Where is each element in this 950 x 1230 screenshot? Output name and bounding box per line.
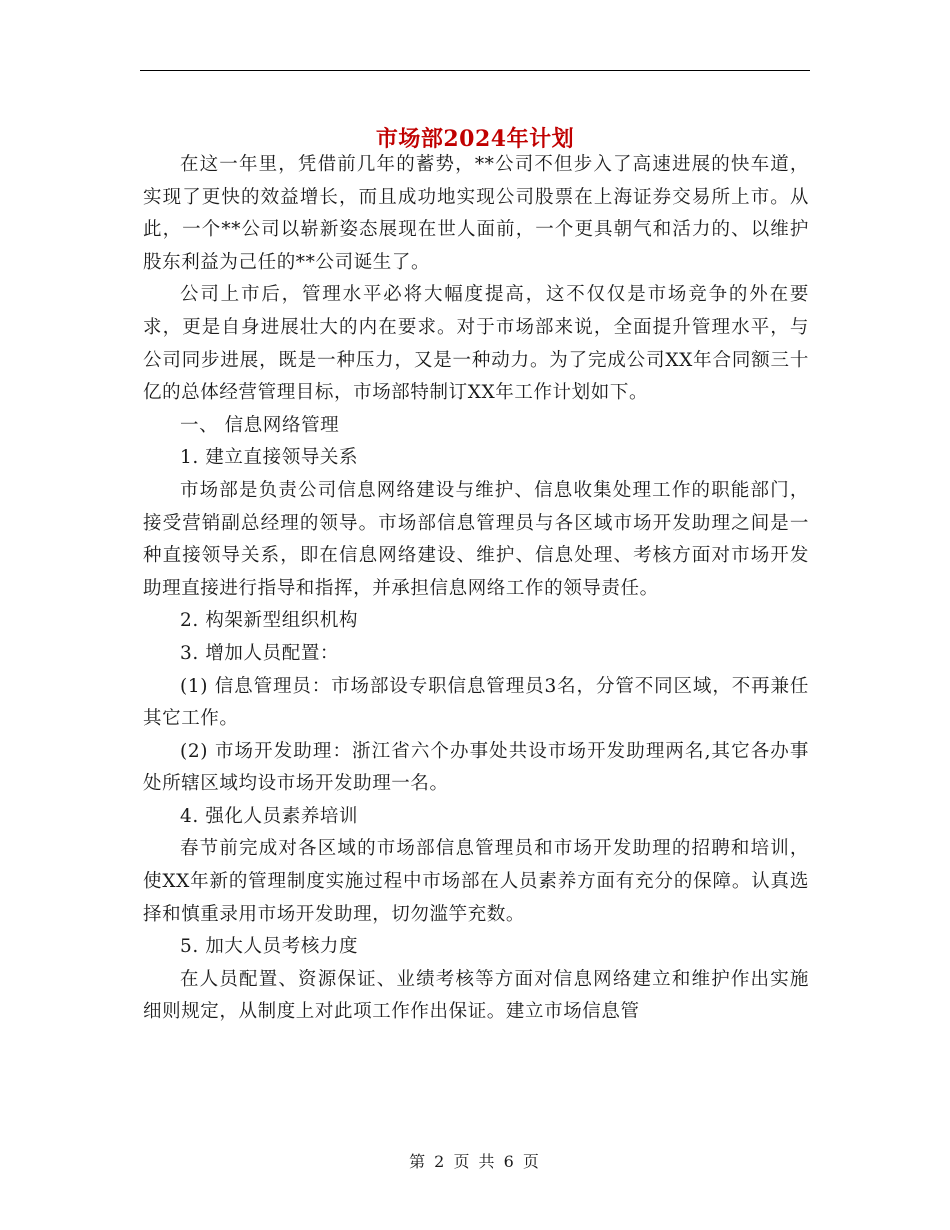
sub-item-1: (1) 信息管理员：市场部设专职信息管理员3名，分管不同区域，不再兼任其它工作。 [143, 675, 809, 730]
page-title: 市场部2024年计划 [375, 125, 575, 152]
item-heading-2: 2. 构架新型组织机构 [180, 610, 359, 632]
paragraph-training: 春节前完成对各区域的市场部信息管理员和市场开发助理的招聘和培训，使XX年新的管理制度实施过程中市场部在人员素养方面有充分的保障。认真选择和慎重录用市场开发助理，切勿滥竽充数。 [143, 838, 809, 925]
item-heading-1: 1. 建立直接领导关系 [180, 447, 359, 469]
paragraph-leadership: 市场部是负责公司信息网络建设与维护、信息收集处理工作的职能部门，接受营销副总经理的领导。市场部信息管理员与各区域市场开发助理之间是一种直接领导关系，即在信息网络建设、维护、信息处理、考核方面对市场开发助理直接进行指导和指挥，并承担信息网络工作的领导责任。 [143, 479, 809, 599]
sub-item-2: (2) 市场开发助理：浙江省六个办事处共设市场开发助理两名,其它各办事处所辖区域均设市场开发助理一名。 [143, 740, 809, 795]
section-heading-info-network: 一、 信息网络管理 [180, 414, 340, 436]
header-rule [140, 70, 810, 71]
document-body [143, 149, 809, 1029]
page-number-footer: 第 2 页 共 6 页 [409, 1152, 541, 1171]
item-heading-3: 3. 增加人员配置： [180, 642, 340, 664]
paragraph-listing-goal: 公司上市后，管理水平必将大幅度提高，这不仅仅是市场竞争的外在要求，更是自身进展壮大的内在要求。对于市场部来说，全面提升管理水平，与公司同步进展，既是一种压力，又是一种动力。为了完成公司XX年合同额三十亿的总体经营管理目标，市场部特制订XX年工作计划如下。 [143, 284, 809, 404]
paragraph-intro: 在这一年里，凭借前几年的蓄势，**公司不但步入了高速进展的快车道，实现了更快的效益增长，而且成功地实现公司股票在上海证券交易所上市。从此，一个**公司以崭新姿态展现在世人面前，一个更具朝气和活力的、以维护股东利益为己任的**公司诞生了。 [143, 154, 809, 273]
paragraph-assessment: 在人员配置、资源保证、业绩考核等方面对信息网络建立和维护作出实施细则规定，从制度上对此项工作作出保证。建立市场信息管 [143, 968, 809, 1023]
item-heading-4: 4. 强化人员素养培训 [180, 805, 359, 827]
item-heading-5: 5. 加大人员考核力度 [180, 936, 359, 958]
